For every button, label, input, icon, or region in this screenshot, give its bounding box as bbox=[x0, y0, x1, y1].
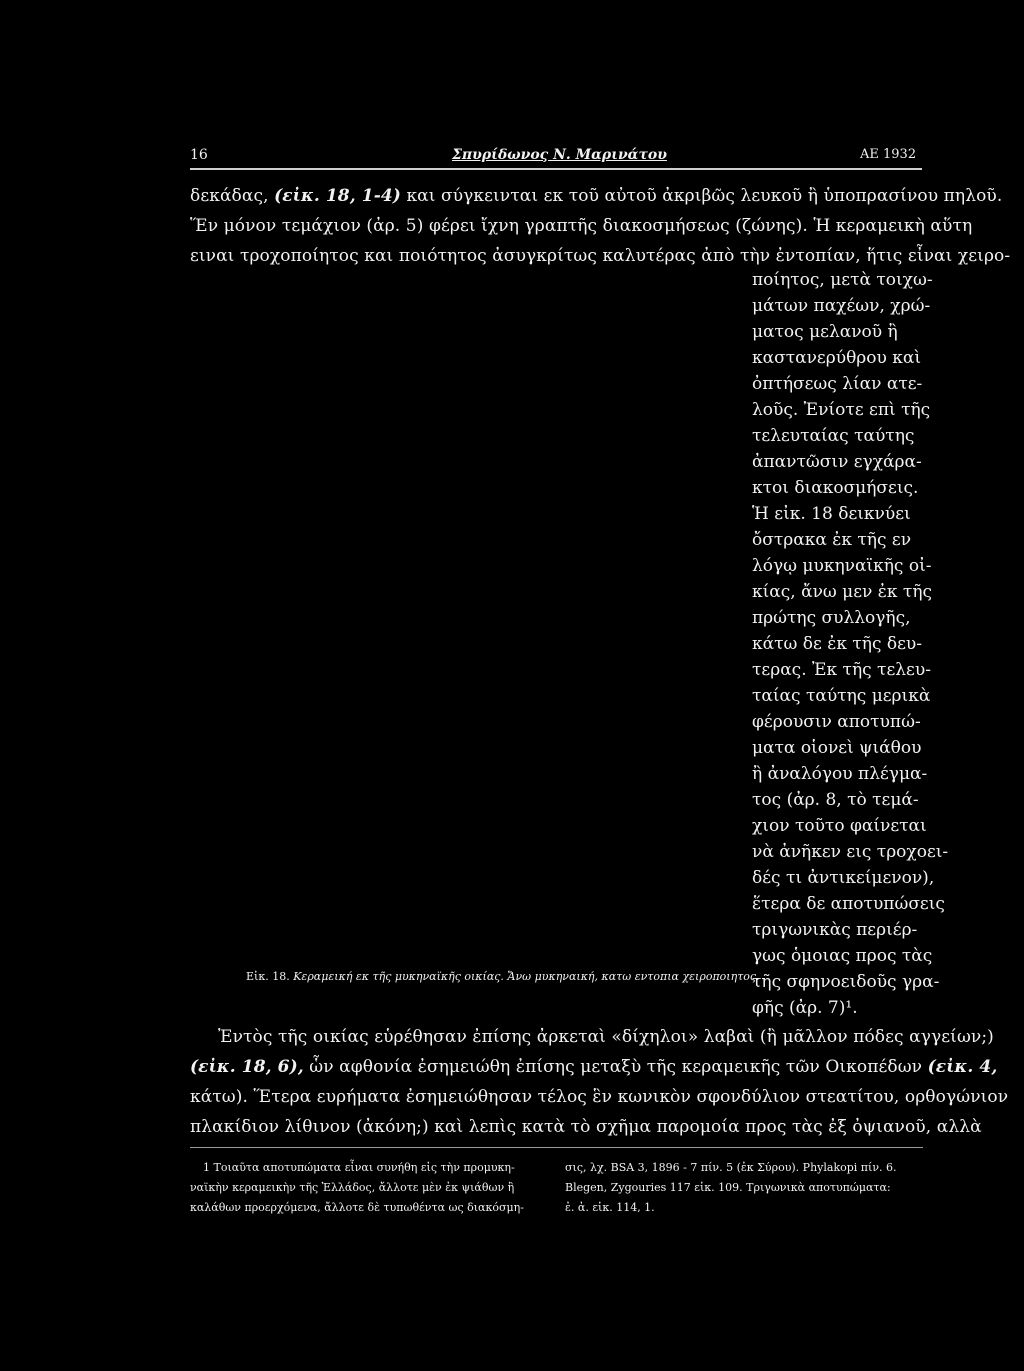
column-line: ὀπτήσεως λίαν ατε- bbox=[752, 374, 923, 394]
column-line: ἀπαντῶσιν εγχάρα- bbox=[752, 452, 922, 472]
column-line: λόγῳ μυκηναϊκῆς οἰ- bbox=[752, 556, 932, 576]
column-line: φῆς (ἀρ. 7)¹. bbox=[752, 998, 858, 1018]
column-line: τερας. Ἐκ τῆς τελευ- bbox=[752, 660, 931, 680]
figure-ref: (εἰκ. 18, 6), bbox=[190, 1057, 304, 1077]
column-line: μάτων παχέων, χρώ- bbox=[752, 296, 931, 316]
column-line: ματα οἱονεὶ ψιάθου bbox=[752, 738, 922, 758]
column-line: Ἡ εἰκ. 18 δεικνύει bbox=[752, 504, 911, 524]
figure-caption-text: Κεραμεική εκ τῆς μυκηναϊκῆς οικίας. Ἄνω μυκηναική, κατω εντοπια χειροποιητος. bbox=[293, 970, 760, 983]
footnote-left-line: καλάθων προερχόμενα, ἄλλοτε δὲ τυπωθέντα ως διακόσμη- bbox=[190, 1201, 524, 1214]
footnote-right-line: ἐ. ἀ. εἰκ. 114, 1. bbox=[565, 1201, 655, 1214]
column-line: χιον τοῦτο φαίνεται bbox=[752, 816, 927, 836]
body-line-1 bbox=[190, 186, 1002, 206]
body-line-1-text-a: δεκάδας, bbox=[190, 186, 275, 206]
header-rule bbox=[190, 168, 922, 170]
column-line: ματος μελανοῦ ἢ bbox=[752, 322, 898, 342]
column-line: νὰ ἀνῆκεν εις τροχοει- bbox=[752, 842, 949, 862]
journal-year: ΑΕ 1932 bbox=[860, 147, 917, 162]
column-line: ἕτερα δε αποτυπώσεις bbox=[752, 894, 945, 914]
column-line: ποίητος, μετὰ τοιχω- bbox=[752, 270, 933, 290]
body-cont-line-2-text: ὧν αφθονία ἐσημειώθη ἐπίσης μεταξὺ τῆς κεραμεικῆς τῶν Οικοπέδων bbox=[303, 1057, 928, 1077]
body-line-1-text-b: και σύγκεινται εκ τοῦ αὐτοῦ ἀκριβῶς λευκοῦ ἢ ὑποπρασίνου πηλοῦ. bbox=[400, 186, 1003, 206]
body-cont-line-3: κάτω). Ἕτερα ευρήματα ἐσημειώθησαν τέλος ἓν κωνικὸν σφονδύλιον στεατίτου, ορθογώνιον bbox=[190, 1087, 1009, 1107]
column-line: δές τι ἀντικείμενον), bbox=[752, 868, 935, 888]
footnote-left-line: ναϊκὴν κεραμεικὴν τῆς Ἑλλάδος, ἄλλοτε μὲν ἐκ ψιάθων ἢ bbox=[190, 1181, 515, 1194]
column-line: ἢ ἀναλόγου πλέγμα- bbox=[752, 764, 928, 784]
footnote-right-line: σις, λχ. BSA 3, 1896 - 7 πίν. 5 (ἐκ Σύρου). Phylakopi πίν. 6. bbox=[565, 1161, 897, 1174]
body-cont-line-1: Ἐντὸς τῆς οικίας εὑρέθησαν ἐπίσης ἀρκεταὶ «δίχηλοι» λαβαὶ (ἢ μᾶλλον πόδες αγγείων;) bbox=[218, 1027, 994, 1047]
footnote-right-line: Blegen, Zygouries 117 εἰκ. 109. Τριγωνικὰ αποτυπώματα: bbox=[565, 1181, 891, 1194]
column-line: πρώτης συλλογῆς, bbox=[752, 608, 911, 628]
column-line: ὄστρακα ἐκ τῆς εν bbox=[752, 530, 912, 550]
body-cont-line-2 bbox=[190, 1057, 997, 1077]
column-line: τελευταίας ταύτης bbox=[752, 426, 915, 446]
body-line-2: Ἕν μόνον τεμάχιον (ἀρ. 5) φέρει ἴχνη γραπτῆς διακοσμήσεως (ζώνης). Ἡ κεραμεικὴ αὕτη bbox=[190, 216, 973, 236]
body-line-3: ειναι τροχοποίητος και ποιότητος ἀσυγκρίτως καλυτέρας ἀπὸ τὴν ἐντοπίαν, ἥτις εἶναι χειρο- bbox=[190, 246, 1011, 266]
page-number: 16 bbox=[190, 147, 208, 163]
column-line: τριγωνικὰς περιέρ- bbox=[752, 920, 918, 940]
column-line: καστανερύθρου καὶ bbox=[752, 348, 922, 368]
column-line: κάτω δε ἐκ τῆς δευ- bbox=[752, 634, 923, 654]
column-line: τος (ἀρ. 8, τὸ τεμά- bbox=[752, 790, 919, 810]
figure-caption-label: Εἰκ. 18. bbox=[246, 970, 290, 983]
column-line: κίας, ἄνω μεν ἐκ τῆς bbox=[752, 582, 933, 602]
column-line: γως ὁμοιας προς τὰς bbox=[752, 946, 933, 966]
column-line: τῆς σφηνοειδοῦς γρα- bbox=[752, 972, 940, 992]
figure-ref: (εἰκ. 4, bbox=[927, 1057, 998, 1077]
footnote-rule bbox=[190, 1147, 923, 1148]
running-author: Σπυρίδωνος Ν. Μαρινάτου bbox=[452, 147, 667, 163]
figure-caption bbox=[246, 970, 760, 983]
column-line: φέρουσιν αποτυπώ- bbox=[752, 712, 921, 732]
column-line: ταίας ταύτης μερικὰ bbox=[752, 686, 931, 706]
body-cont-line-4: πλακίδιον λίθινον (ἀκόνη;) καὶ λεπὶς κατὰ τὸ σχῆμα παρομοία προς τὰς ἐξ ὀψιανοῦ, αλλὰ bbox=[190, 1117, 982, 1137]
column-line: λοῦς. Ἐνίοτε επὶ τῆς bbox=[752, 400, 931, 420]
figure-ref: (εἰκ. 18, 1-4) bbox=[274, 186, 401, 206]
column-line: κτοι διακοσμήσεις. bbox=[752, 478, 919, 498]
footnote-left-line: 1 Τοιαῦτα αποτυπώματα εἶναι συνήθη εἰς τὴν προμυκη- bbox=[203, 1161, 515, 1174]
